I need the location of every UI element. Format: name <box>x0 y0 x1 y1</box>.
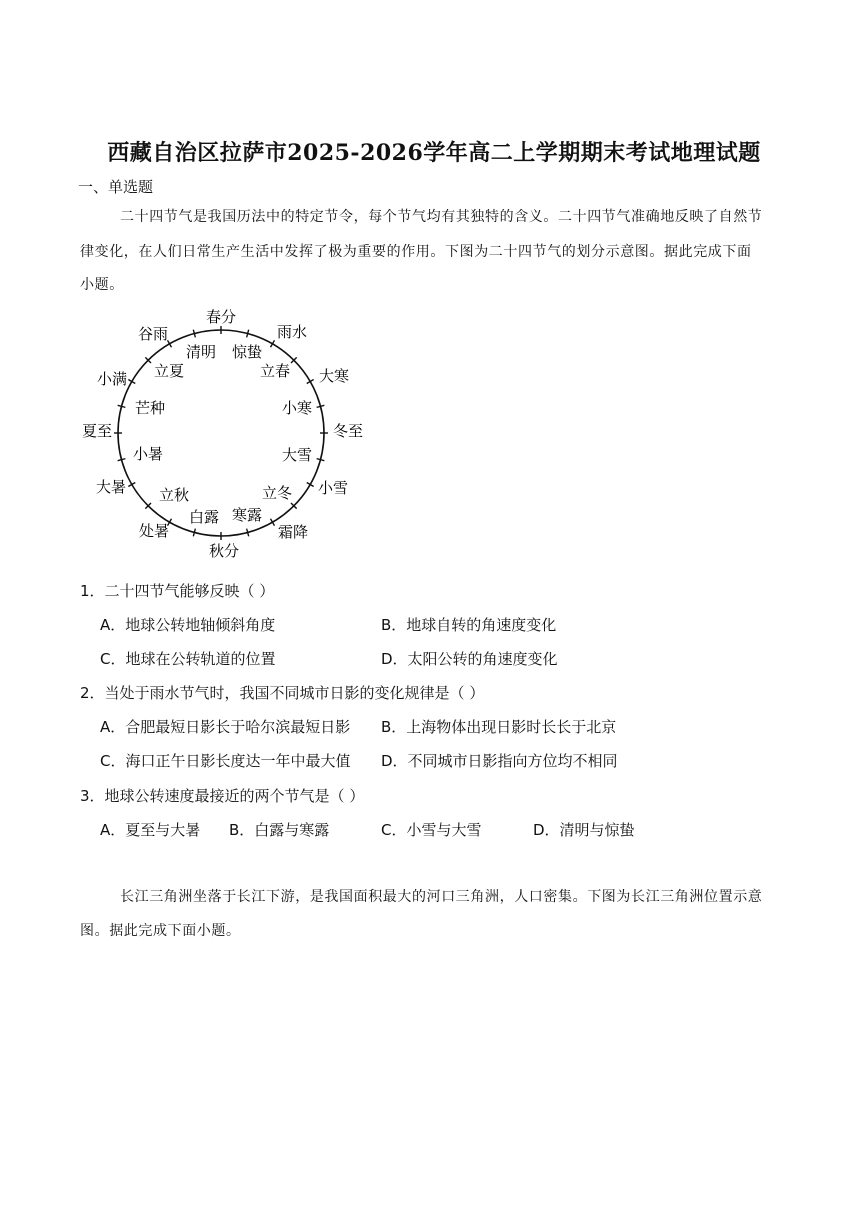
term-dashu: 大暑 <box>95 478 127 496</box>
q3-option-a[interactable]: A．夏至与大暑 <box>100 821 201 839</box>
q2-option-a[interactable]: A．合肥最短日影长于哈尔滨最短日影 <box>100 718 351 736</box>
term-qingming: 清明 <box>185 343 217 361</box>
term-xiazhi: 夏至 <box>81 422 113 440</box>
q3-option-c[interactable]: C．小雪与大雪 <box>381 821 482 839</box>
intro1-line1: 二十四节气是我国历法中的特定节令，每个节气均有其独特的含义。二十四节气准确地反映了自然节 <box>120 209 763 225</box>
term-lixia: 立夏 <box>153 362 185 380</box>
term-daxue: 大雪 <box>281 446 313 464</box>
intro2-line2: 图。据此完成下面小题。 <box>80 923 241 939</box>
term-lichun: 立春 <box>259 362 291 380</box>
intro1-line3: 小题。 <box>80 277 124 293</box>
term-jingzhe: 惊蛰 <box>231 343 263 361</box>
q2-option-c[interactable]: C．海口正午日影长度达一年中最大值 <box>100 752 351 770</box>
term-hanlu: 寒露 <box>231 506 263 524</box>
q2-option-d[interactable]: D．不同城市日影指向方位均不相同 <box>381 752 618 770</box>
orbit-tick <box>247 330 249 338</box>
term-qiufen: 秋分 <box>208 542 240 560</box>
q1-option-d[interactable]: D．太阳公转的角速度变化 <box>381 650 558 668</box>
term-shuangjiang: 霜降 <box>277 523 309 541</box>
q2-option-b[interactable]: B．上海物体出现日影时长长于北京 <box>381 718 617 736</box>
term-bailu: 白露 <box>188 508 220 526</box>
term-mangzhong: 芒种 <box>134 399 166 417</box>
q3-option-d[interactable]: D．清明与惊蛰 <box>533 821 635 839</box>
term-xiaohan: 小寒 <box>281 399 313 417</box>
solar-terms-diagram <box>0 0 868 600</box>
section-heading: 一、单选题 <box>78 178 154 196</box>
orbit-tick <box>193 330 195 338</box>
term-dahan: 大寒 <box>318 367 350 385</box>
term-dongzhi: 冬至 <box>332 422 364 440</box>
term-xiaoman: 小满 <box>96 370 128 388</box>
q2-stem: 2．当处于雨水节气时，我国不同城市日影的变化规律是（ ） <box>80 684 485 702</box>
term-lidong: 立冬 <box>261 484 293 502</box>
intro1-line2: 律变化，在人们日常生产生活中发挥了极为重要的作用。下图为二十四节气的划分示意图。据此完成下面 <box>80 244 752 260</box>
q3-option-b[interactable]: B．白露与寒露 <box>229 821 330 839</box>
term-xiaoxue: 小雪 <box>317 479 349 497</box>
term-xiaoshu: 小暑 <box>132 445 164 463</box>
page-title: 西藏自治区拉萨市2025-2026学年高二上学期期末考试地理试题 <box>107 140 761 166</box>
q1-option-c[interactable]: C．地球在公转轨道的位置 <box>100 650 276 668</box>
term-guyu: 谷雨 <box>137 325 169 343</box>
q1-option-b[interactable]: B．地球自转的角速度变化 <box>381 616 557 634</box>
term-chunfen: 春分 <box>205 308 237 326</box>
orbit-ticks <box>114 326 328 540</box>
q1-option-a[interactable]: A．地球公转地轴倾斜角度 <box>100 616 276 634</box>
q1-stem: 1．二十四节气能够反映（ ） <box>80 582 275 600</box>
intro2-line1: 长江三角洲坐落于长江下游，是我国面积最大的河口三角洲，人口密集。下图为长江三角洲位置示意 <box>120 889 763 905</box>
term-yushui: 雨水 <box>276 323 308 341</box>
term-chushu: 处暑 <box>138 522 170 540</box>
q3-stem: 3．地球公转速度最接近的两个节气是（ ） <box>80 787 365 805</box>
term-liqiu: 立秋 <box>158 486 190 504</box>
